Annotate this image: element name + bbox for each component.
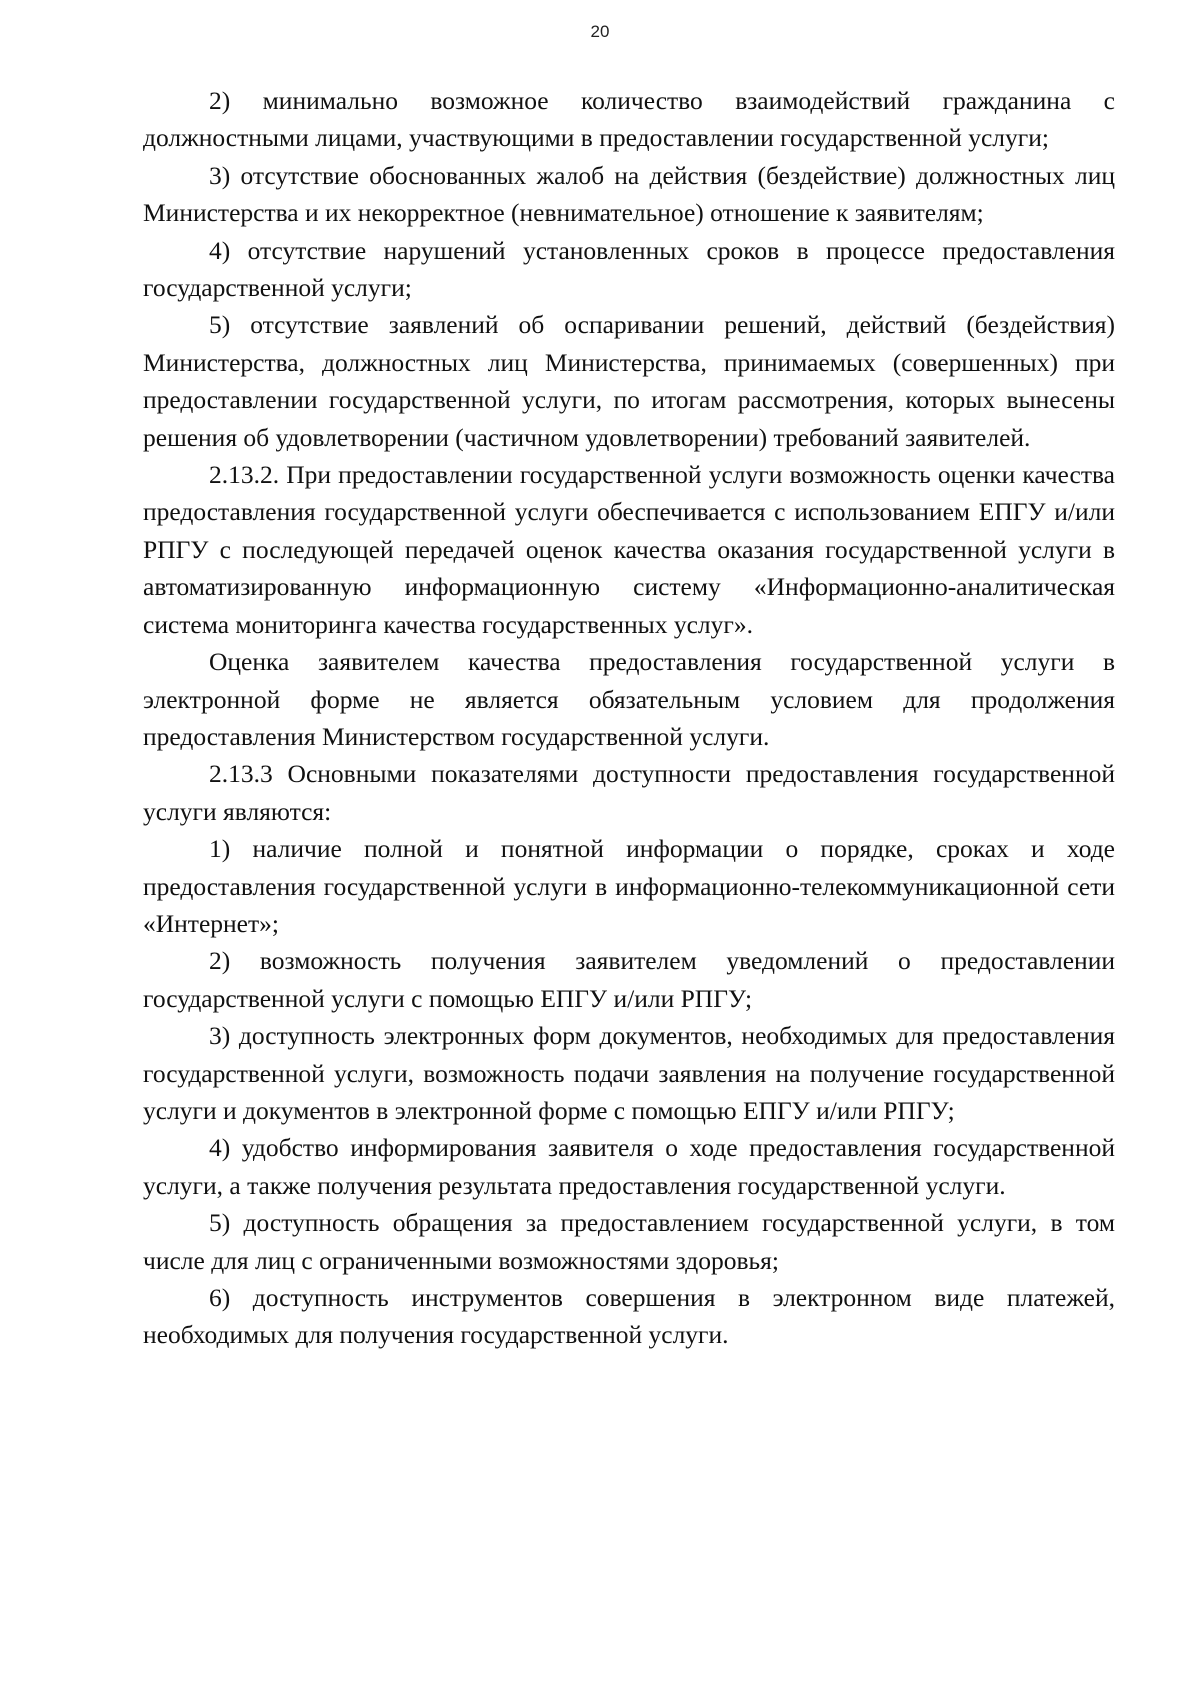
paragraph-quality-assessment: Оценка заявителем качества предоставления государственной услуги в электронной форме не является обязательным условием для продолжения предоставления Министерством государственной услуги.	[143, 647, 1115, 751]
paragraph-section-2-13-2: 2.13.2. При предоставлении государственной услуги возможность оценки качества предоставления государственной услуги обеспечивается с использованием ЕПГУ и/или РПГУ с последующей передачей оценок качества оказания государственной услуги в автоматизированную информационную систему «Информационно-аналитическая система мониторинга качества государственных услуг».	[143, 460, 1115, 639]
paragraph-availability-4: 4) удобство информирования заявителя о ходе предоставления государственной услуги, а также получения результата предоставления государственной услуги.	[143, 1133, 1115, 1200]
paragraph-section-2-13-3: 2.13.3 Основными показателями доступности предоставления государственной услуги являются:	[143, 759, 1115, 826]
document-body	[143, 82, 1115, 1354]
paragraph-availability-3: 3) доступность электронных форм документов, необходимых для предоставления государственной услуги, возможность подачи заявления на получение государственной услуги и документов в электронной форме с помощью ЕПГУ и/или РПГУ;	[143, 1021, 1115, 1125]
paragraph-item-5-appeals: 5) отсутствие заявлений об оспаривании решений, действий (бездействия) Министерства, должностных лиц Министерства, принимаемых (совершенных) при предоставлении государственной услуги, по итогам рассмотрения, которых вынесены решения об удовлетворении (частичном удовлетворении) требований заявителей.	[143, 310, 1115, 452]
paragraph-item-4-deadlines: 4) отсутствие нарушений установленных сроков в процессе предоставления государственной услуги;	[143, 235, 1115, 303]
page-number: 20	[590, 22, 610, 41]
paragraph-availability-1: 1) наличие полной и понятной информации о порядке, сроках и ходе предоставления государственной услуги в информационно-телекоммуникационной сети «Интернет»;	[143, 834, 1115, 938]
paragraph-availability-5: 5) доступность обращения за предоставлением государственной услуги, в том числе для лиц с ограниченными возможностями здоровья;	[143, 1208, 1115, 1275]
paragraph-availability-2: 2) возможность получения заявителем уведомлений о предоставлении государственной услуги с помощью ЕПГУ и/или РПГУ;	[143, 946, 1115, 1013]
paragraph-item-2-interactions: 2) минимально возможное количество взаимодействий гражданина с должностными лицами, участвующими в предоставлении государственной услуги;	[143, 86, 1115, 153]
paragraph-item-3-complaints: 3) отсутствие обоснованных жалоб на действия (бездействие) должностных лиц Министерства и их некорректное (невнимательное) отношение к заявителям;	[143, 160, 1115, 228]
paragraph-availability-6: 6) доступность инструментов совершения в электронном виде платежей, необходимых для получения государственной услуги.	[143, 1283, 1115, 1350]
